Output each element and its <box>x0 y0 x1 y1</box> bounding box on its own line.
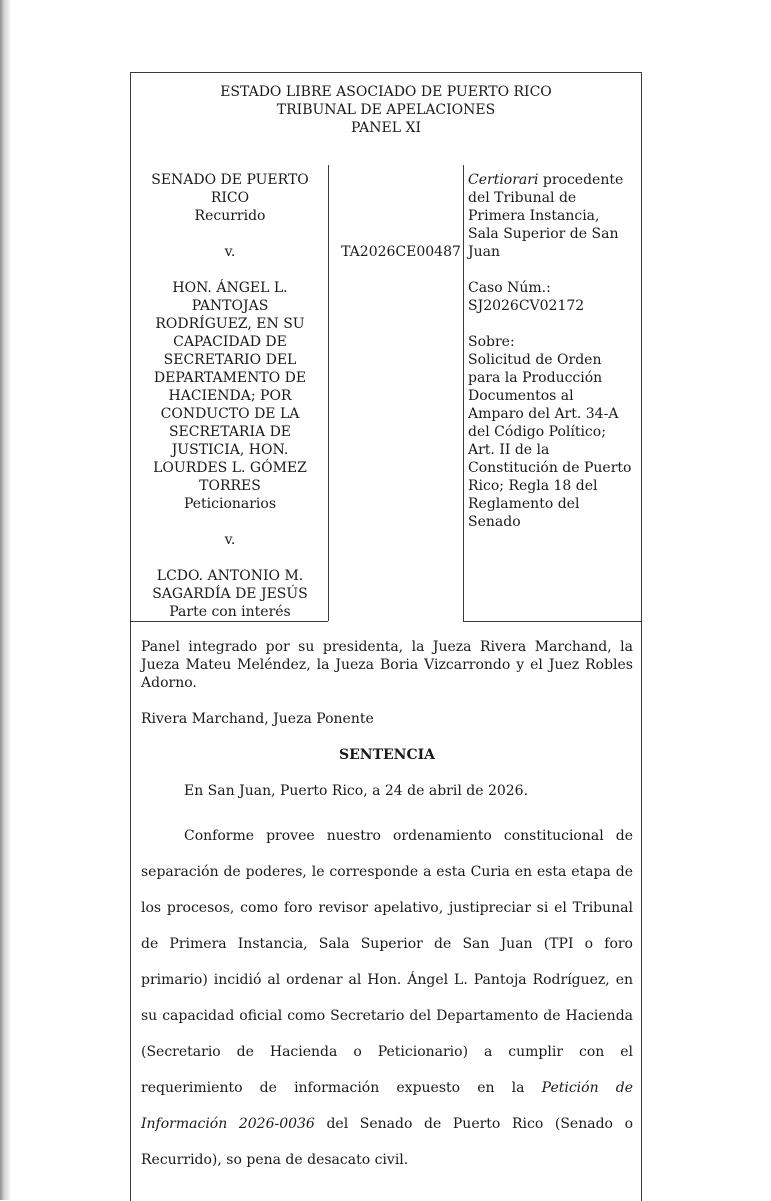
judge-ponente: Rivera Marchand, Jueza Ponente <box>141 711 374 727</box>
line-spacer <box>135 225 325 243</box>
party-line: PANTOJAS <box>191 298 269 314</box>
page-edge-shadow <box>0 0 10 1200</box>
case-details-column <box>468 171 638 531</box>
party-line: SAGARDÍA DE JESÚS <box>152 586 308 602</box>
detail-line: Solicitud de Orden <box>468 352 602 368</box>
party-line: RODRÍGUEZ, EN SU <box>155 316 305 332</box>
detail-line: Caso Núm.: <box>468 280 551 296</box>
party-line: HACIENDA; POR <box>168 388 292 404</box>
certiorari-line <box>468 171 638 189</box>
party-line: SECRETARIA DE <box>168 424 292 440</box>
party-line: Recurrido <box>194 208 266 224</box>
date-line: En San Juan, Puerto Rico, a 24 de abril de 2026. <box>184 783 529 799</box>
party-line: SENADO DE PUERTO <box>151 172 309 188</box>
party-line: HON. ÁNGEL L. <box>172 280 288 296</box>
party-line: TORRES <box>199 478 261 494</box>
line-spacer <box>135 549 325 567</box>
detail-line: Constitución de Puerto <box>468 460 632 476</box>
detail-line: del Tribunal de <box>468 190 577 206</box>
party-line: RICO <box>210 190 250 206</box>
detail-line: Rico; Regla 18 del <box>468 478 598 494</box>
party-line: SECRETARIO DEL <box>163 352 297 368</box>
detail-line: Senado <box>468 514 521 530</box>
petition-reference: Petición de Información 2026-0036 <box>141 1080 633 1132</box>
party-line: CAPACIDAD DE <box>173 334 287 350</box>
party-line: v. <box>224 244 236 260</box>
party-line: JUSTICIA, HON. <box>171 442 289 458</box>
opening-paragraph <box>141 818 633 1178</box>
court-header <box>131 83 641 137</box>
party-line: Parte con interés <box>169 604 291 620</box>
header-state: ESTADO LIBRE ASOCIADO DE PUERTO RICO <box>220 84 552 100</box>
document-page <box>130 72 642 1201</box>
line-spacer <box>468 315 638 333</box>
party-line: LOURDES L. GÓMEZ <box>153 460 307 476</box>
document-title: SENTENCIA <box>338 747 436 763</box>
header-panel: PANEL XI <box>351 120 421 136</box>
party-line: Peticionarios <box>183 496 277 512</box>
detail-line: Art. II de la <box>468 442 550 458</box>
case-details-lines <box>468 189 638 531</box>
panel-composition: Panel integrado por su presidenta, la Jueza Rivera Marchand, la Jueza Mateu Meléndez, la Jueza Boria Vizcarrondo y el Juez Robles Adorno. <box>141 639 633 691</box>
sentence-body <box>141 638 633 1178</box>
party-line: LCDO. ANTONIO M. <box>156 568 304 584</box>
header-court: TRIBUNAL DE APELACIONES <box>276 102 496 118</box>
party-line: DEPARTAMENTO DE <box>153 370 307 386</box>
caption-divider-right <box>463 165 464 621</box>
certiorari-rest: procedente <box>538 172 624 188</box>
detail-line: Amparo del Art. 34-A <box>468 406 619 422</box>
detail-line: SJ2026CV02172 <box>468 298 585 314</box>
party-line: v. <box>224 532 236 548</box>
paragraph-text-end: del Senado de Puerto Rico (Senado o Recurrido), so pena de desacato civil. <box>141 1116 633 1168</box>
detail-line: del Código Político; <box>468 424 606 440</box>
detail-line: Sala Superior de San <box>468 226 619 242</box>
detail-line: Primera Instancia, <box>468 208 600 224</box>
line-spacer <box>135 513 325 531</box>
caption-bottom-left <box>131 621 328 622</box>
detail-line: Documentos al <box>468 388 574 404</box>
certiorari-word: Certiorari <box>468 172 539 188</box>
detail-line: Reglamento del <box>468 496 580 512</box>
parties-column <box>135 171 325 621</box>
detail-line: Juan <box>468 244 500 260</box>
caption-divider-left <box>328 165 329 621</box>
line-spacer <box>135 261 325 279</box>
detail-line: para la Producción <box>468 370 603 386</box>
party-line: CONDUCTO DE LA <box>160 406 300 422</box>
case-number: TA2026CE00487 <box>341 244 461 260</box>
caption-bottom-right <box>463 621 641 622</box>
detail-line: Sobre: <box>468 334 515 350</box>
paragraph-text-start: Conforme provee nuestro ordenamiento constitucional de separación de poderes, le corresponde a esta Curia en esta etapa de los procesos, como foro revisor apelativo, justipreciar si el Tribunal de Primera Instancia, Sala Superior de San Juan (TPI o foro primario) incidió al ordenar al Hon. Ángel L. Pantoja Rodríguez, en su capacidad oficial como Secretario del Departamento de Hacienda (Secretario de Hacienda o Peticionario) a cumplir con el requerimiento de información expuesto en la <box>141 828 633 1096</box>
line-spacer <box>468 261 638 279</box>
